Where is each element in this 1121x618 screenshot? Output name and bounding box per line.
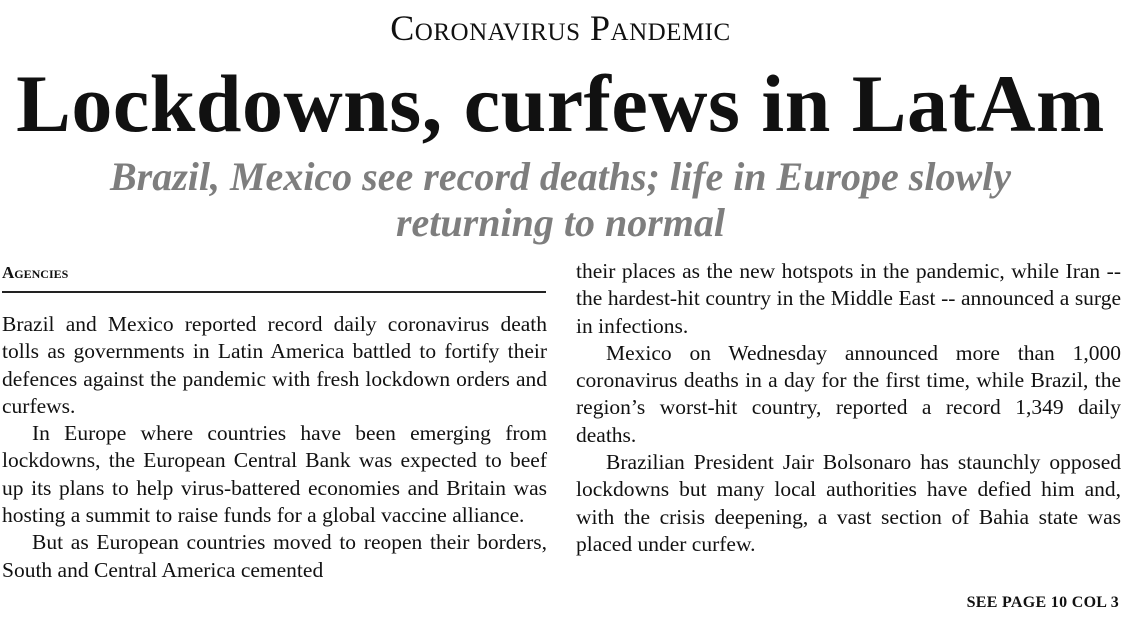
article-column-right bbox=[576, 258, 1121, 558]
article-paragraph: Mexico on Wednesday announced more than 1,000 coronavirus deaths in a day for the first time, while Brazil, the region’s worst-hit country, reported a record 1,349 daily deaths. bbox=[576, 340, 1121, 447]
article-paragraph: Brazilian President Jair Bolsonaro has staunchly opposed lockdowns but many local authorities have defied him and, with the crisis deepening, a vast section of Bahia state was placed under curfew. bbox=[576, 450, 1121, 556]
article-column-left bbox=[2, 311, 547, 584]
article-paragraph: their places as the new hotspots in the pandemic, while Iran -- the hardest-hit country in the Middle East -- announced a surge in infections. bbox=[576, 259, 1121, 338]
article-paragraph: But as European countries moved to reopen their borders, South and Central America cemented bbox=[2, 530, 547, 582]
continued-jump-line: SEE PAGE 10 COL 3 bbox=[966, 594, 1119, 611]
article-paragraph: Brazil and Mexico reported record daily coronavirus death tolls as governments in Latin America battled to fortify their defences against the pandemic with fresh lockdown orders and curfews. bbox=[2, 312, 547, 418]
headline: Lockdowns, curfews in LatAm bbox=[16, 58, 1105, 149]
article-paragraph: In Europe where countries have been emerging from lockdowns, the European Central Bank was expected to beef up its plans to help virus-battered economies and Britain was hosting a summit to raise funds for a global vaccine alliance. bbox=[2, 421, 547, 528]
section-kicker: Coronavirus Pandemic bbox=[390, 8, 731, 48]
byline: Agencies bbox=[2, 262, 546, 293]
subheadline: Brazil, Mexico see record deaths; life in Europe slowly returning to normal bbox=[109, 154, 1012, 245]
